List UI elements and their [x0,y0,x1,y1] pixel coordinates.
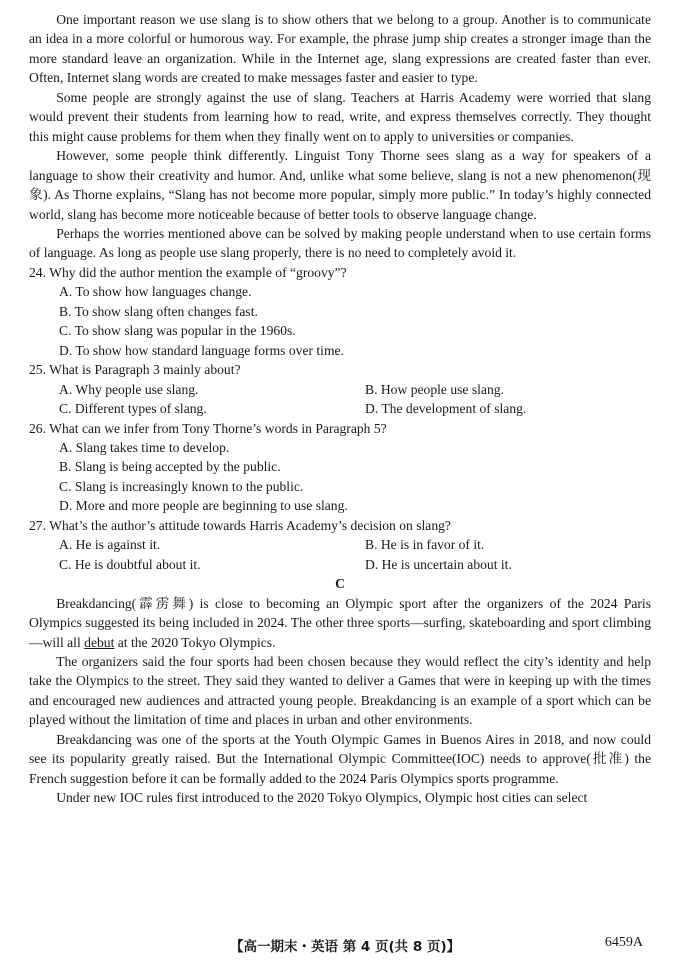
passage-b-paragraph-7: Perhaps the worries mentioned above can be solved by making people understand when to use certain forms of language. As long as people use slang properly, there is no need to completely avoid it. [29,225,651,261]
question-stem: 24. Why did the author mention the example of “groovy”? [29,264,347,280]
paragraph-text: at the 2020 Tokyo Olympics. [114,634,276,650]
question-stem: 25. What is Paragraph 3 mainly about? [29,362,241,378]
option-row [29,399,651,418]
passage-c-paragraph-1 [29,594,651,652]
passage-c-paragraph-2: The organizers said the four sports had been chosen because they would reflect the city’s identity and help take the Olympics to the street. They said they wanted to deliver a Games that were in keeping up with the times and encouraged new audiences and attracted young people. Breakdancing is an example of a sport which can be played without the limitation of time and places in urban and other environments. [29,653,651,728]
passage-b-paragraph-4: One important reason we use slang is to show others that we belong to a group. Another is to communicate an idea in a more colorful or humorous way. For example, the phrase jump ship creates a stronger image than the more standard leave an organization. While in the Internet age, slang expressions are created faster than ever. Often, Internet slang words are created to make messages faster and easier to type. [29,12,651,86]
option-b: B. He is in favor of it. [365,537,485,553]
question-25 [29,360,651,418]
option-c: C. Different types of slang. [59,401,207,417]
footer-exam-code: 6459A [604,935,643,950]
option-c: C. Slang is increasingly known to the public. [59,478,304,494]
option-d: D. The development of slang. [365,401,527,417]
option-d: D. To show how standard language forms over time. [59,342,344,358]
option-a: A. To show how languages change. [59,284,252,300]
option-a: A. Slang takes time to develop. [59,439,230,455]
question-stem: 27. What’s the author’s attitude towards Harris Academy’s decision on slang? [29,517,451,533]
option-c: C. To show slang was popular in the 1960s. [59,323,296,339]
option-row [29,535,651,554]
passage-c-paragraph-3: Breakdancing was one of the sports at the Youth Olympic Games in Buenos Aires in 2018, and now could see its popularity greatly raised. But the International Olympic Committee(IOC) needs to approve(批准) the French suggestion before it can be formally added to the 2024 Paris Olympics sports programme. [29,731,651,786]
question-stem: 26. What can we infer from Tony Thorne’s words in Paragraph 5? [29,420,387,436]
option-b: B. Slang is being accepted by the public. [59,459,281,475]
option-row [29,380,651,399]
section-c-heading: C [335,576,345,592]
passage-c-paragraph-4: Under new IOC rules first introduced to the 2020 Tokyo Olympics, Olympic host cities can select [56,790,588,806]
paragraph-text: Breakdancing(霹雳舞) is close to becoming an Olympic sport after the organizers of the 2024 Paris Olympics suggested its being included in 2024. The other three sports—surfing, skateboarding and sport climbing—will all [29,595,651,650]
option-a: A. Why people use slang. [59,381,199,397]
option-a: A. He is against it. [59,537,161,553]
option-b: B. To show slang often changes fast. [59,303,258,319]
option-d: D. More and more people are beginning to use slang. [59,498,348,514]
question-26 [29,419,651,516]
footer-page-info: 【高一期末・英语 第 4 页(共 8 页)】 [230,939,461,955]
option-row [29,555,651,574]
question-24 [29,263,651,360]
question-27 [29,516,651,574]
passage-b-paragraph-5: Some people are strongly against the use of slang. Teachers at Harris Academy were worried that slang would prevent their students from learning how to read, write, and express themselves correctly. They thought this might cause problems for them when they finally went on to apply to universities or companies. [29,89,651,144]
option-c: C. He is doubtful about it. [59,556,201,572]
option-d: D. He is uncertain about it. [365,556,512,572]
option-b: B. How people use slang. [365,381,504,397]
passage-b-paragraph-6: However, some people think differently. Linguist Tony Thorne sees slang as a way for speakers of a language to show their creativity and humor. And, unlike what some believe, slang is not a new phenomenon(现象). As Thorne explains, “Slang has not become more popular, simply more public.” In today’s highly connected world, slang has become more noticeable because of better tools to observe language change. [29,148,651,222]
page-footer [0,935,677,955]
underlined-word: debut [84,634,115,650]
page-content [29,10,651,808]
